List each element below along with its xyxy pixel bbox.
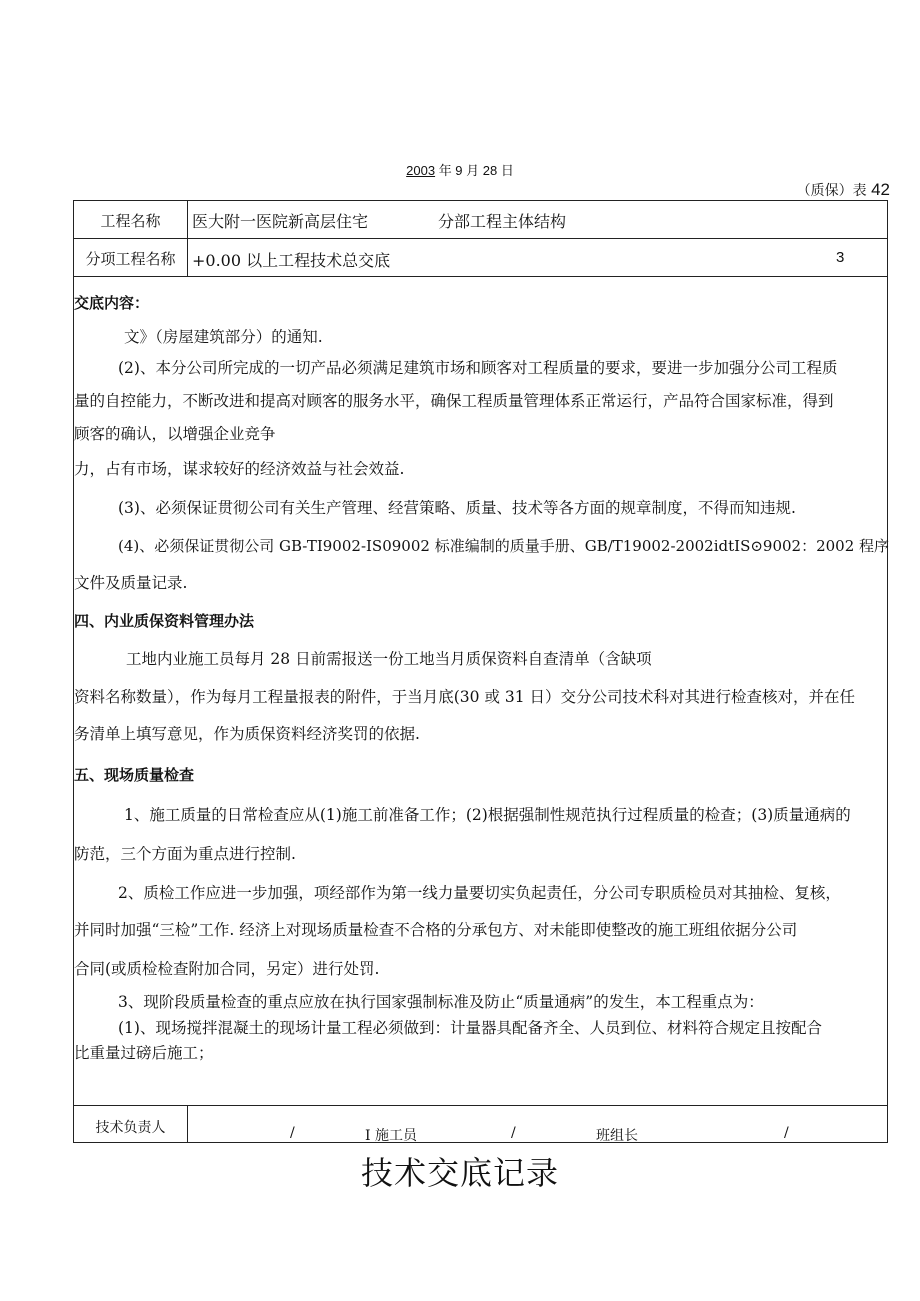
constructor-slash: / [511, 1125, 516, 1141]
content-line: 务清单上填写意见，作为质保资料经济奖罚的依据. [74, 725, 420, 743]
content-line: 量的自控能力，不断改进和提高对顾客的服务水平，确保工程质量管理体系正常运行，产品符合国家标准，得到 [74, 392, 834, 410]
content-line: 1、施工质量的日常检查应从(1)施工前准备工作；(2)根据强制性规范执行过程质量的检查；(3)质量通病的 [124, 806, 851, 824]
tech-lead-label: 技术负责人 [95, 1120, 166, 1136]
content-line: (2)、本分公司所完成的一切产品必须满足建筑市场和顾客对工程质量的要求，要进一步加强分公司工程质 [118, 359, 838, 377]
project-name-label: 工程名称 [100, 212, 161, 230]
content-line: (4)、必须保证贯彻公司 GB-TI9002-IS09002 标准编制的质量手册、GB/T19002-2002idtIS⊙9002：2002 程序 [118, 537, 890, 555]
content-line: 2、质检工作应进一步加强，项经部作为第一线力量要切实负起责任，分公司专职质检员对其抽检、复核， [118, 884, 841, 902]
content-line: 合同(或质检检查附加合同，另定）进行处罚. [74, 960, 380, 978]
content-label: 交底内容： [74, 294, 150, 312]
content-line: 文》（房屋建筑部分）的通知. [124, 328, 323, 346]
section-heading: 五、现场质量检查 [74, 766, 195, 784]
form-prefix: （质保）表 [796, 183, 872, 199]
row-divider [74, 1105, 887, 1106]
document-title: 技术交底记录 [360, 1154, 559, 1192]
sub-project-label: 分项工程名称 [85, 250, 176, 268]
content-line: 资料名称数量），作为每月工程量报表的附件，于当月底(30 或 31 日）交分公司技术科对其进行检查核对，并在任 [74, 688, 856, 706]
form-number-value: 42 [871, 180, 890, 199]
date-year: 2003 [406, 163, 436, 178]
content-line: (1)、现场搅拌混凝土的现场计量工程必须做到：计量器具配备齐全、人员到位、材料符合规定且按配合 [118, 1019, 822, 1037]
content-line: 并同时加强“三检”工作. 经济上对现场质量检查不合格的分承包方、对未能即使整改的施工班组依据分公司 [74, 921, 798, 939]
record-table [73, 200, 888, 1143]
team-leader-slash: / [784, 1125, 789, 1141]
sub-project-value: +0.00 以上工程技术总交底 [192, 251, 391, 270]
team-leader-label: 班组长 [596, 1128, 638, 1144]
tech-lead-slash: / [290, 1125, 295, 1141]
column-divider [187, 1105, 188, 1143]
division-value: 分部工程主体结构 [438, 212, 567, 231]
content-line: 力，占有市场，谋求较好的经济效益与社会效益. [74, 460, 405, 478]
content-line: 工地内业施工员每月 28 日前需报送一份工地当月质保资料自查清单（含缺项 [126, 650, 652, 668]
content-line: 3、现阶段质量检查的重点应放在执行国家强制标准及防止“质量通病”的发生，本工程重点为： [118, 993, 764, 1011]
date-rest: 年 9 月 28 日 [435, 163, 514, 178]
content-line: 比重量过磅后施工； [74, 1044, 214, 1062]
date-line [0, 160, 920, 179]
row-divider [74, 276, 887, 277]
content-line: (3)、必须保证贯彻公司有关生产管理、经营策略、质量、技术等各方面的规章制度，不得而知违规. [118, 499, 796, 517]
sub-project-number: 3 [836, 249, 845, 266]
project-name-value: 医大附一医院新高层住宅 [192, 212, 369, 231]
column-divider [187, 201, 188, 276]
content-line: 防范，三个方面为重点进行控制. [74, 845, 296, 863]
content-line: 顾客的确认，以增强企业竞争 [74, 425, 276, 443]
content-line: 文件及质量记录. [74, 574, 188, 592]
row-divider [74, 238, 887, 239]
constructor-label: I 施工员 [365, 1128, 417, 1144]
form-number [797, 180, 890, 200]
section-heading: 四、内业质保资料管理办法 [74, 612, 255, 630]
